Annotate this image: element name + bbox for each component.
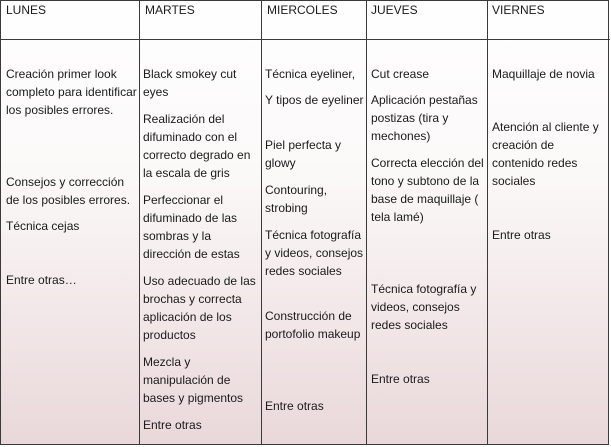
list-item: Y tipos de eyeliner bbox=[265, 93, 364, 107]
list-item: Mezcla y manipulación de bases y pigmentos bbox=[143, 355, 244, 405]
list-item: Técnica eyeliner, bbox=[265, 67, 356, 81]
list-item: Atención al cliente y creación de contenido redes sociales bbox=[492, 120, 599, 188]
column-header: VIERNES bbox=[492, 3, 545, 17]
list-item: Maquillaje de novia bbox=[492, 67, 595, 81]
column-miercoles bbox=[262, 1, 367, 444]
list-item: Black smokey cut eyes bbox=[143, 67, 237, 99]
list-item: Correcta elección del tono y subtono de la base de maquillaje ( tela lamé) bbox=[371, 156, 484, 224]
list-item: Técnica cejas bbox=[6, 219, 80, 233]
header-cell bbox=[262, 1, 366, 40]
list-item: Cut crease bbox=[371, 67, 430, 81]
list-item: Creación primer look completo para identificar los posibles errores. bbox=[6, 67, 137, 117]
column-header: LUNES bbox=[6, 3, 47, 17]
list-item: Uso adecuado de las brochas y correcta aplicación de los productos bbox=[143, 274, 256, 342]
column-header: JUEVES bbox=[371, 3, 418, 17]
list-item: Perfeccionar el difuminado de las sombras y la dirección de estas bbox=[143, 193, 240, 261]
list-item: Entre otras bbox=[371, 372, 430, 386]
header-cell bbox=[140, 1, 261, 40]
column-viernes bbox=[488, 1, 610, 444]
list-item: Técnica fotografía y videos, consejos redes sociales bbox=[371, 282, 477, 332]
list-item: Consejos y corrección de los posibles errores. bbox=[6, 175, 131, 207]
list-item: Entre otras bbox=[143, 418, 202, 432]
column-martes bbox=[140, 1, 262, 444]
list-item: Entre otras bbox=[265, 399, 324, 413]
list-item: Entre otras bbox=[492, 228, 551, 242]
header-cell bbox=[1, 1, 139, 40]
list-item: Construcción de portofolio makeup bbox=[265, 309, 361, 341]
column-header: MARTES bbox=[145, 3, 195, 17]
column-jueves bbox=[367, 1, 488, 444]
column-header: MIERCOLES bbox=[267, 3, 338, 17]
list-item: Entre otras… bbox=[6, 273, 77, 287]
list-item: Realización del difuminado con el correcto degrado en la escala de gris bbox=[143, 112, 251, 180]
list-item: Piel perfecta y glowy bbox=[265, 138, 342, 170]
column-lunes bbox=[1, 1, 140, 444]
header-cell bbox=[367, 1, 487, 40]
list-item: Aplicación pestañas postizas (tira y mechones) bbox=[371, 93, 478, 143]
header-cell bbox=[488, 1, 610, 40]
list-item: Técnica fotografía y videos, consejos redes sociales bbox=[265, 228, 364, 278]
list-item: Contouring, strobing bbox=[265, 183, 328, 215]
